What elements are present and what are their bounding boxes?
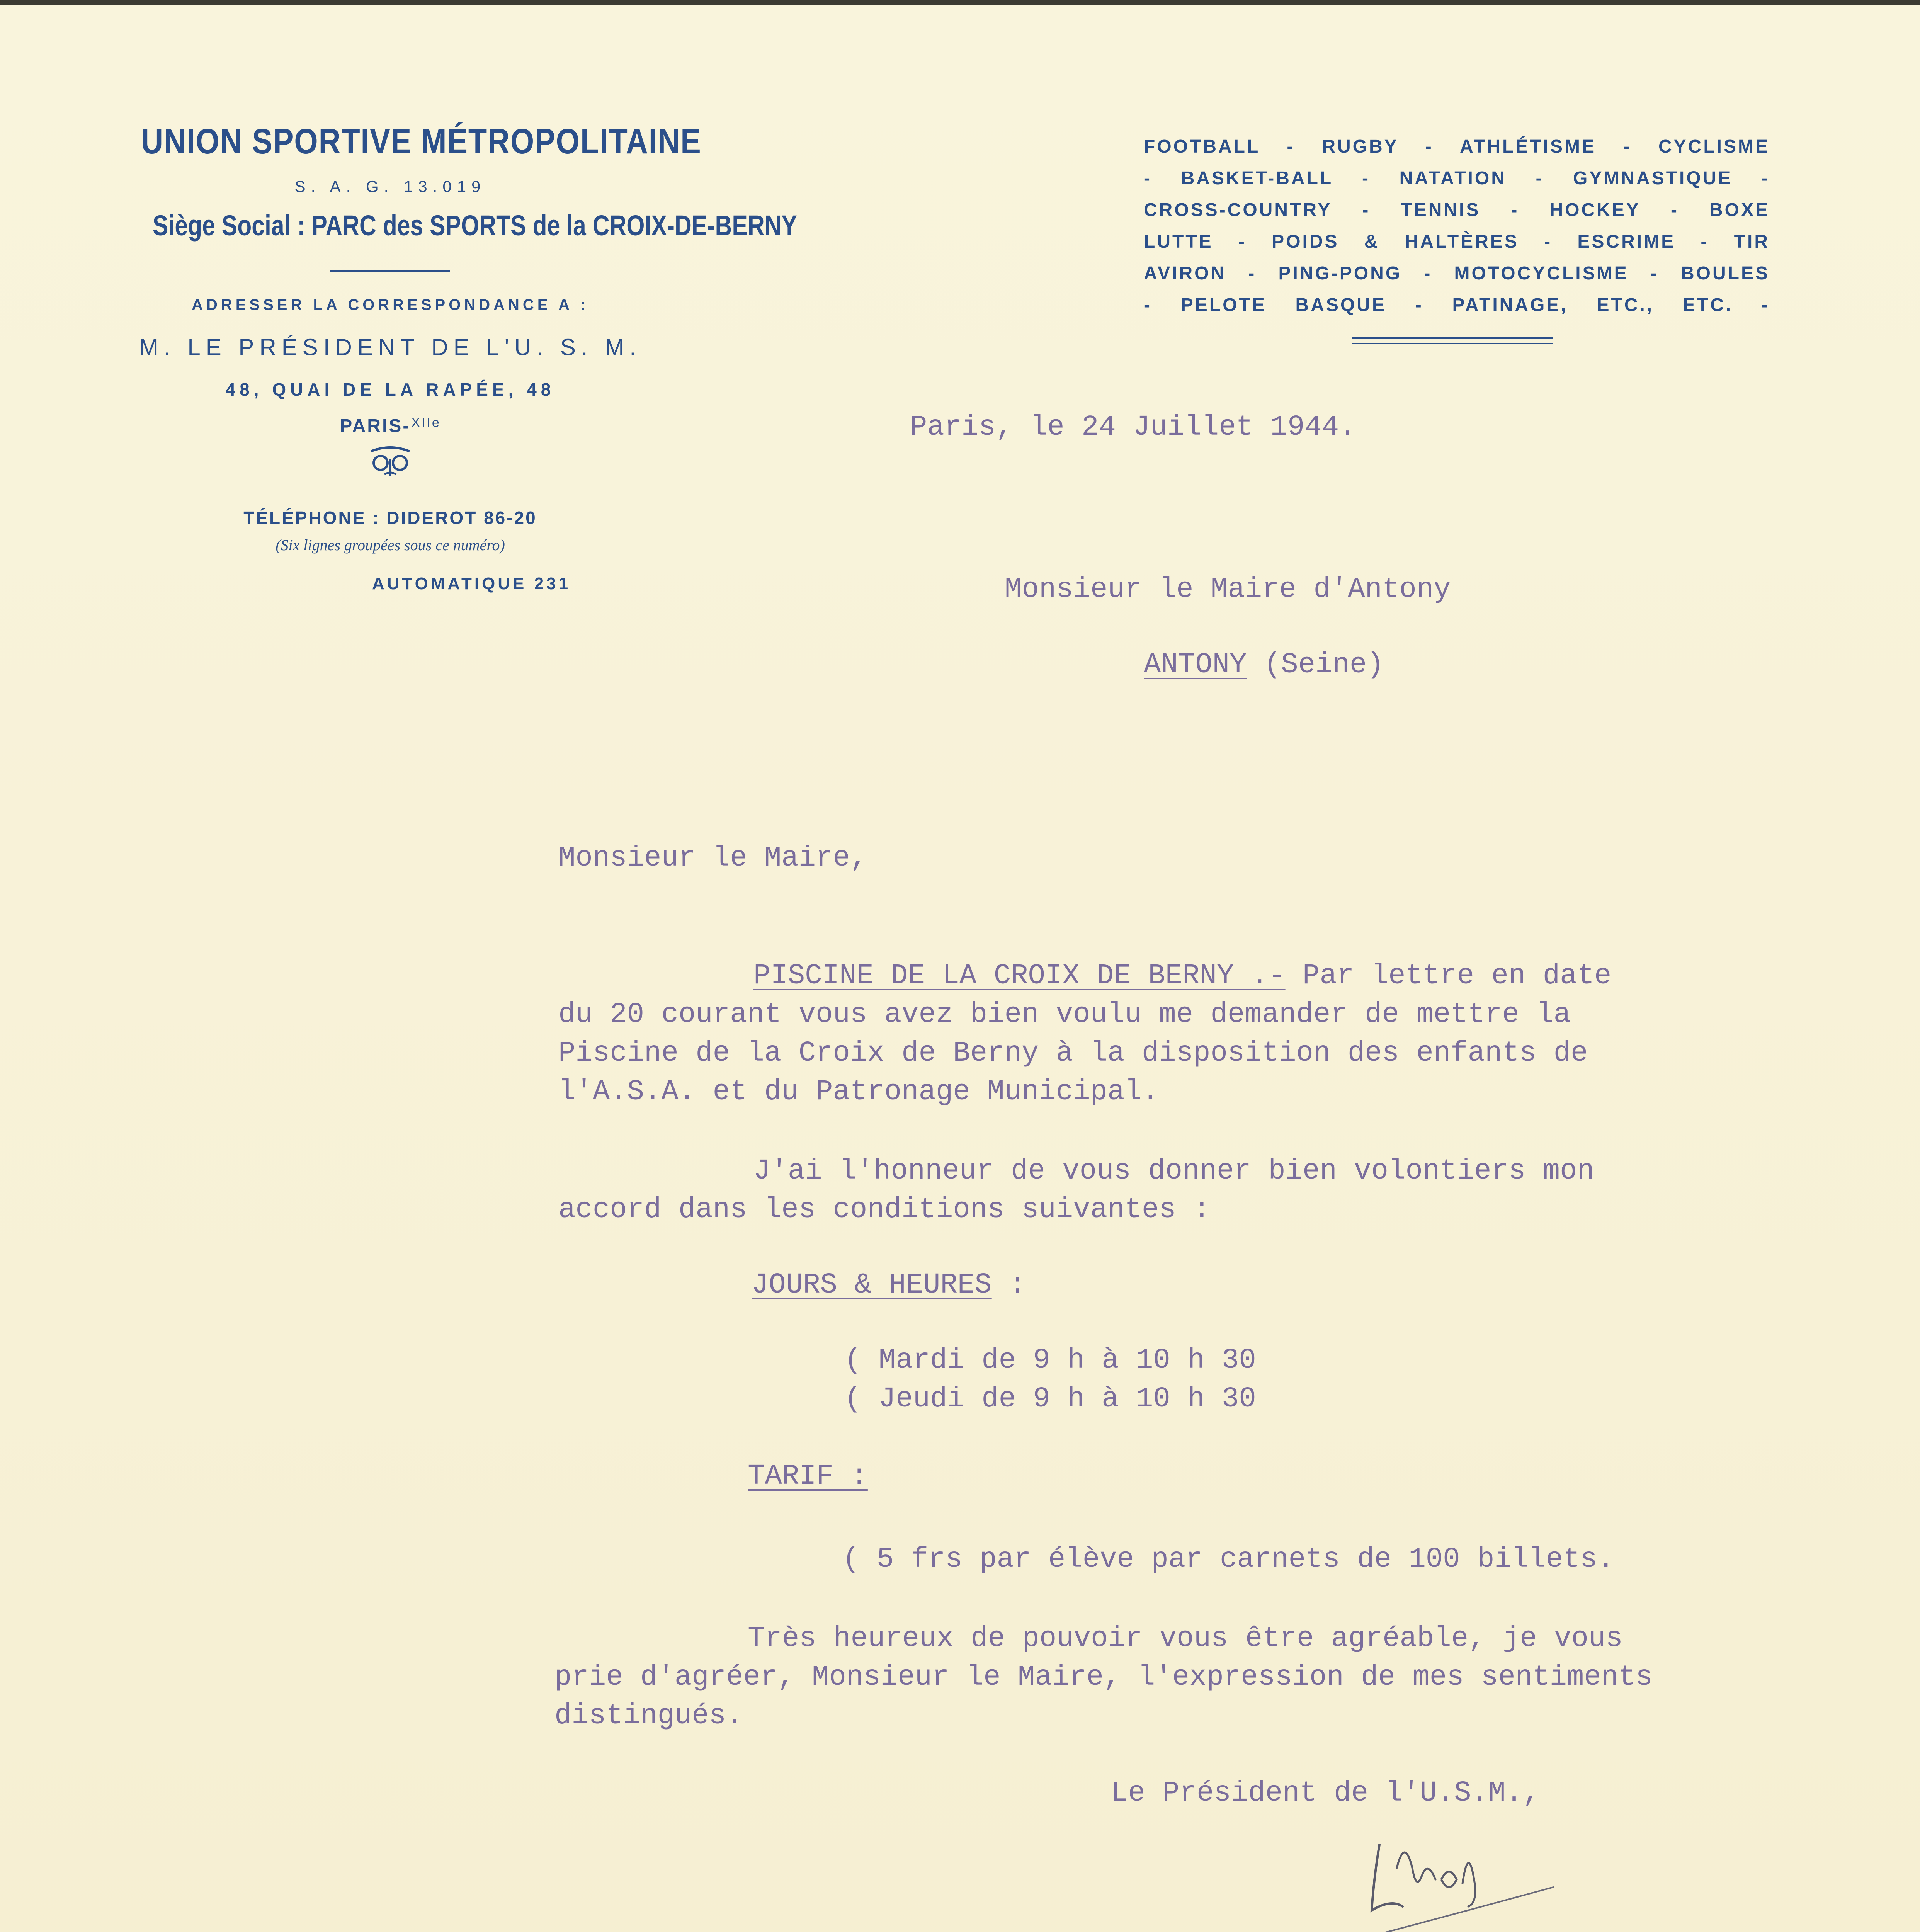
closing-line: prie d'agréer, Monsieur le Maire, l'expression de mes sentiments (554, 1661, 1653, 1694)
recipient-city: ANTONY (1144, 649, 1247, 681)
street-address: 48, QUAI DE LA RAPÉE, 48 (225, 379, 555, 400)
recipient-address (1144, 649, 1384, 681)
paragraph-line: J'ai l'honneur de vous donner bien volontiers mon (753, 1155, 1594, 1187)
sports-line: AVIRON - PING-PONG - MOTOCYCLISME - BOULES (1144, 263, 1770, 284)
jours-colon: : (1009, 1269, 1026, 1301)
telephone-note: (Six lignes groupées sous ce numéro) (276, 536, 505, 554)
paragraph-line: accord dans les conditions suivantes : (558, 1194, 1211, 1226)
divider (330, 270, 450, 272)
subject: PISCINE DE LA CROIX DE BERNY .- (753, 960, 1286, 992)
subject-line (753, 960, 1611, 992)
tarif-heading-text: TARIF : (748, 1460, 868, 1493)
sports-line: CROSS-COUNTRY - TENNIS - HOCKEY - BOXE (1144, 200, 1770, 220)
paragraph-line: l'A.S.A. et du Patronage Municipal. (558, 1076, 1159, 1108)
tarif-heading (748, 1460, 868, 1493)
sports-line: FOOTBALL - RUGBY - ATHLÉTISME - CYCLISME (1144, 136, 1770, 157)
sports-line: LUTTE - POIDS & HALTÈRES - ESCRIME - TIR (1144, 231, 1770, 252)
schedule-heading (752, 1269, 1026, 1301)
signatory: Le Président de l'U.S.M., (1111, 1777, 1540, 1810)
recipient-name: Monsieur le Maire d'Antony (1005, 573, 1451, 606)
schedule-item: ( Mardi de 9 h à 10 h 30 (844, 1344, 1256, 1377)
telephone: TÉLÉPHONE : DIDEROT 86-20 (243, 508, 537, 528)
head-office: Siège Social : PARC des SPORTS de la CROIX-DE-BERNY (153, 209, 797, 242)
para1-start: Par lettre en date (1303, 960, 1612, 992)
jours-heading: JOURS & HEURES (752, 1269, 992, 1301)
paragraph-line: Piscine de la Croix de Berny à la disposition des enfants de (558, 1037, 1588, 1070)
paragraph-line: du 20 courant vous avez bien voulu me demander de mettre la (558, 998, 1571, 1031)
letterhead-left (100, 121, 797, 594)
arrondissement: XIIe (411, 415, 441, 430)
president-address-line: M. LE PRÉSIDENT DE L'U. S. M. (139, 334, 641, 360)
closing-line: distingués. (554, 1700, 743, 1732)
letter-date: Paris, le 24 Juillet 1944. (910, 411, 1356, 444)
sports-list (1144, 131, 1770, 344)
double-rule (1352, 337, 1553, 344)
salutation: Monsieur le Maire, (558, 842, 867, 874)
automatique: AUTOMATIQUE 231 (372, 574, 571, 593)
recipient-department: (Seine) (1264, 649, 1384, 681)
city: PARIS- (340, 416, 411, 436)
correspondence-label: ADRESSER LA CORRESPONDANCE A : (192, 296, 589, 313)
sag-number: S. A. G. 13.019 (294, 177, 486, 196)
sports-line: - PELOTE BASQUE - PATINAGE, ETC., ETC. - (1144, 295, 1770, 315)
sports-line: - BASKET-BALL - NATATION - GYMNASTIQUE - (1144, 168, 1770, 189)
city-line (100, 415, 680, 437)
signature-icon (1329, 1821, 1569, 1932)
ornament-icon (363, 444, 417, 478)
schedule-item: ( Jeudi de 9 h à 10 h 30 (844, 1383, 1256, 1415)
tarif-line: ( 5 frs par élève par carnets de 100 billets. (842, 1543, 1615, 1576)
closing-line: Très heureux de pouvoir vous être agréable, je vous (748, 1622, 1623, 1655)
organization-name: UNION SPORTIVE MÉTROPOLITAINE (141, 122, 702, 161)
